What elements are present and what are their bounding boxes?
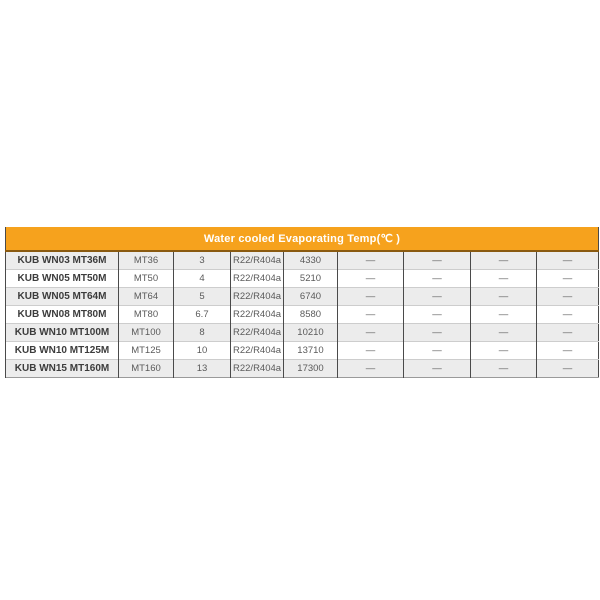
- spec-table: [5, 227, 599, 378]
- table-cell: —: [471, 251, 537, 270]
- table-cell: 10: [174, 342, 231, 360]
- table-cell: 8: [174, 324, 231, 342]
- table-cell: R22/R404a: [231, 306, 284, 324]
- table-cell: —: [338, 306, 404, 324]
- table-cell: 5: [174, 288, 231, 306]
- model-cell: KUB WN10 MT125M: [6, 342, 119, 360]
- table-row: [6, 288, 599, 306]
- table-cell: —: [471, 270, 537, 288]
- table-row: [6, 251, 599, 270]
- table-header-row: [6, 227, 599, 251]
- table-cell: R22/R404a: [231, 270, 284, 288]
- table-cell: 3: [174, 251, 231, 270]
- table-cell: —: [338, 324, 404, 342]
- table-cell: —: [404, 251, 471, 270]
- table-body: [6, 251, 599, 378]
- table-cell: —: [471, 342, 537, 360]
- table-cell: MT100: [119, 324, 174, 342]
- table-row: [6, 324, 599, 342]
- table-cell: —: [537, 360, 599, 378]
- table-cell: —: [471, 360, 537, 378]
- table-cell: —: [338, 270, 404, 288]
- model-cell: KUB WN08 MT80M: [6, 306, 119, 324]
- table-cell: —: [338, 288, 404, 306]
- model-cell: KUB WN15 MT160M: [6, 360, 119, 378]
- table-cell: 13710: [284, 342, 338, 360]
- table-cell: MT36: [119, 251, 174, 270]
- table-cell: MT125: [119, 342, 174, 360]
- table-cell: —: [404, 324, 471, 342]
- table-row: [6, 306, 599, 324]
- table-row: [6, 360, 599, 378]
- table-cell: —: [537, 306, 599, 324]
- table-cell: R22/R404a: [231, 251, 284, 270]
- table-cell: —: [338, 360, 404, 378]
- model-cell: KUB WN10 MT100M: [6, 324, 119, 342]
- table-cell: 13: [174, 360, 231, 378]
- table-cell: —: [471, 324, 537, 342]
- table-cell: —: [537, 324, 599, 342]
- table-title: Water cooled Evaporating Temp(℃ ): [6, 227, 599, 251]
- table-row: [6, 342, 599, 360]
- table-cell: —: [404, 288, 471, 306]
- table-cell: 5210: [284, 270, 338, 288]
- table-cell: MT80: [119, 306, 174, 324]
- table-cell: —: [404, 270, 471, 288]
- model-cell: KUB WN03 MT36M: [6, 251, 119, 270]
- table-cell: —: [338, 251, 404, 270]
- table-cell: —: [537, 251, 599, 270]
- spec-table-container: [5, 227, 598, 378]
- table-row: [6, 270, 599, 288]
- table-cell: —: [537, 288, 599, 306]
- table-cell: —: [404, 360, 471, 378]
- model-cell: KUB WN05 MT64M: [6, 288, 119, 306]
- table-cell: MT160: [119, 360, 174, 378]
- table-cell: 4330: [284, 251, 338, 270]
- table-cell: 17300: [284, 360, 338, 378]
- table-cell: —: [537, 342, 599, 360]
- table-cell: MT50: [119, 270, 174, 288]
- model-cell: KUB WN05 MT50M: [6, 270, 119, 288]
- table-cell: —: [471, 288, 537, 306]
- table-cell: 10210: [284, 324, 338, 342]
- table-cell: 6740: [284, 288, 338, 306]
- table-cell: —: [537, 270, 599, 288]
- table-cell: —: [471, 306, 537, 324]
- table-cell: R22/R404a: [231, 324, 284, 342]
- table-cell: —: [404, 306, 471, 324]
- table-cell: R22/R404a: [231, 288, 284, 306]
- table-cell: 8580: [284, 306, 338, 324]
- table-cell: 4: [174, 270, 231, 288]
- table-cell: —: [404, 342, 471, 360]
- table-cell: 6.7: [174, 306, 231, 324]
- table-cell: R22/R404a: [231, 360, 284, 378]
- table-cell: R22/R404a: [231, 342, 284, 360]
- table-cell: MT64: [119, 288, 174, 306]
- table-cell: —: [338, 342, 404, 360]
